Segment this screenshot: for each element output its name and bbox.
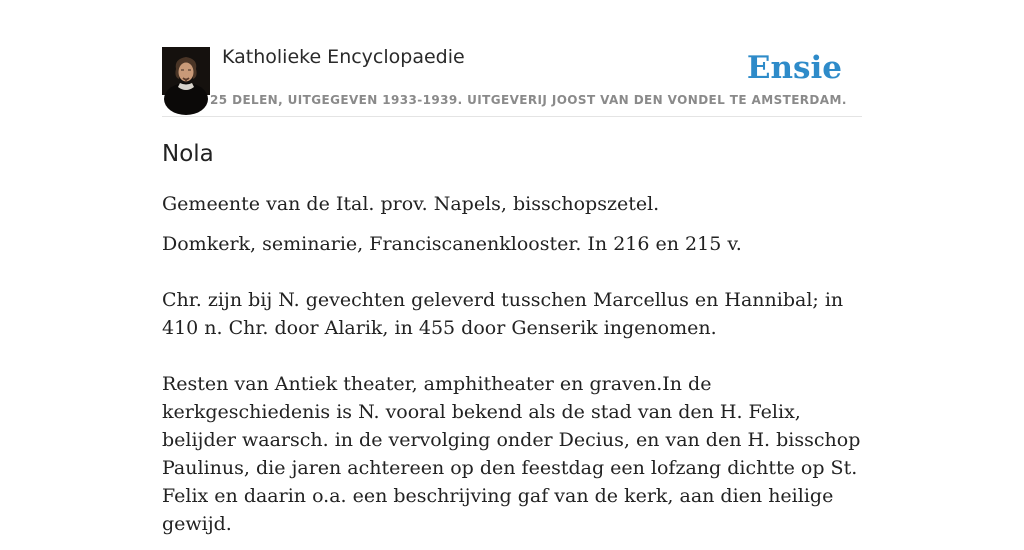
book-header <box>162 46 862 117</box>
article <box>162 138 862 550</box>
article-paragraph: Gemeente van de Ital. prov. Napels, bisschopszetel. <box>162 193 660 215</box>
book-avatar[interactable] <box>162 47 210 95</box>
book-title[interactable]: Katholieke Encyclopaedie <box>222 46 465 68</box>
brand-logo-link[interactable]: Ensie <box>746 50 842 86</box>
entry-title: Nola <box>162 141 214 167</box>
article-paragraph: Domkerk, seminarie, Franciscanenklooster. In 216 en 215 v. Chr. zijn bij N. gevechten geleverd tusschen Marcellus en Hannibal; in 410 n. Chr. door Alarik, in 455 door Genserik ingenomen. Resten van Antiek theater, amphitheater en graven.In de kerkgeschiedenis is N. vooral bekend als de stad van den H. Felix, belijder waarsch. in de vervolging onder Decius, en van den H. bisschop Paulinus, die jaren achtereen op den feestdag een lofzang dichtte op St. Felix en daarin o.a. een beschrijving gaf van de kerk, aan dien heilige gewijd. <box>162 233 861 535</box>
book-meta: 25 DELEN, UITGEGEVEN 1933-1939. UITGEVERIJ JOOST VAN DEN VONDEL TE AMSTERDAM. <box>210 93 847 107</box>
portrait-icon <box>162 47 210 95</box>
